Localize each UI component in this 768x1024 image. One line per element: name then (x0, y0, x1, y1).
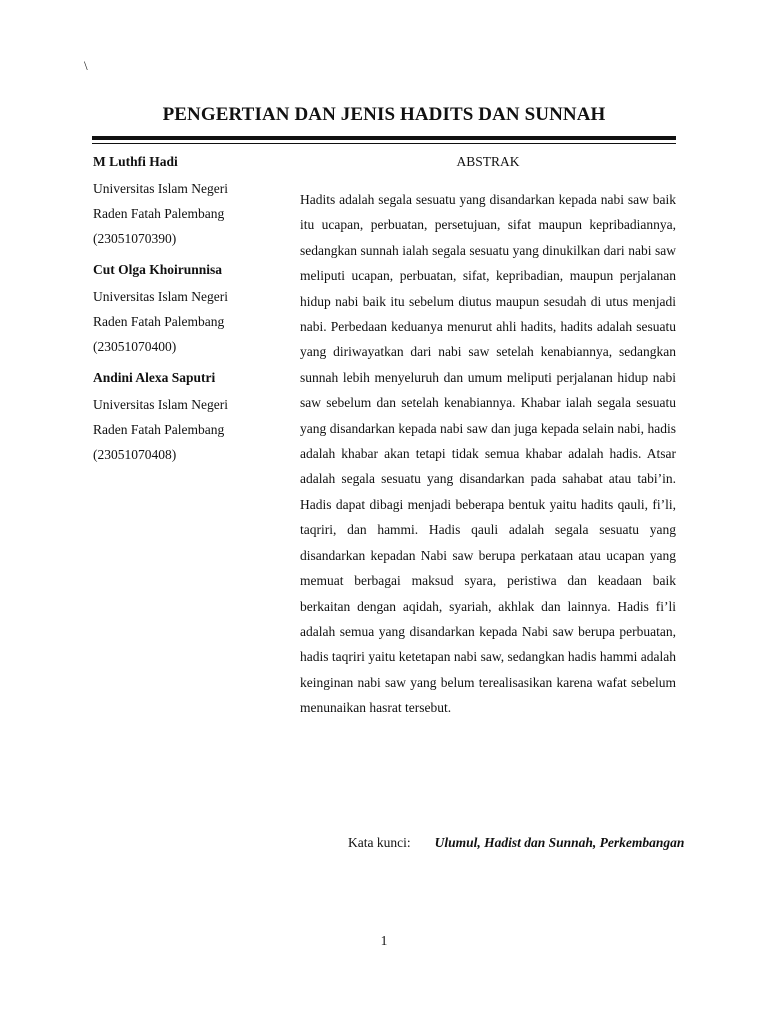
author-name: M Luthfi Hadi (93, 154, 178, 169)
paper-title: PENGERTIAN DAN JENIS HADITS DAN SUNNAH (162, 104, 606, 125)
author-name: Cut Olga Khoirunnisa (93, 262, 223, 277)
keywords-values: Ulumul, Hadist dan Sunnah, Perkembangan (434, 835, 685, 850)
author-block (93, 260, 268, 360)
keywords (348, 834, 685, 852)
title-rule-thick (92, 136, 676, 140)
stray-backslash-mark: \ (84, 58, 88, 73)
author-block (93, 152, 268, 252)
author-affiliation-institution: Raden Fatah Palembang (93, 314, 225, 329)
keywords-label: Kata kunci: (348, 835, 411, 850)
title-rule-thin (92, 143, 676, 144)
author-student-id: (23051070400) (93, 339, 177, 354)
page-number: 1 (380, 933, 388, 948)
author-block (93, 368, 268, 468)
author-student-id: (23051070390) (93, 231, 177, 246)
abstract-body: Hadits adalah segala sesuatu yang disandarkan kepada nabi saw baik itu ucapan, perbuatan, persetujuan, sifat maupun kepribadiannya, sedangkan sunnah ialah segala sesuatu yang dinukilkan dari nabi saw meliputi ucapan, perbuatan, sifat, kepribadian, maupun perjalanan hidup nabi baik itu sebelum diutus maupun sesudah di utus menjadi nabi. Perbedaan keduanya menurut ahli hadits, hadits adalah sesuatu yang diriwayatkan dari nabi saw setelah kenabiannya, sedangkan sunnah lebih menyeluruh dan umum meliputi perjalanan hidup nabi saw sebelum dan setelah kenabiannya. Khabar ialah segala sesuatu yang disandarkan kepada nabi saw dan juga kepada selain nabi, hadis adalah khabar akan tetapi tidak semua khabar adalah hadis. Atsar adalah segala sesuatu yang disandarkan pada sahabat atau tabi’in. Hadis dapat dibagi menjadi beberapa bentuk yaitu hadits qauli, fi’li, taqriri, dan hammi. Hadis qauli adalah segala sesuatu yang disandarkan kepadan Nabi saw berupa perkataan atau ucapan yang memuat berbagai maksud syara, peristiwa dan keadaan baik berkaitan dengan aqidah, syariah, akhlak dan lainnya. Hadis fi’li adalah semua yang disandarkan kepada Nabi saw berupa perbuatan, hadis taqriri yaitu ketetapan nabi saw, sedangkan hadis hammi adalah keinginan nabi saw yang belum terealisasikan karena wafat sebelum menunaikan hasrat tersebut. (300, 192, 676, 716)
author-name: Andini Alexa Saputri (93, 370, 216, 385)
abstract-heading: ABSTRAK (456, 154, 520, 169)
author-affiliation-institution: Raden Fatah Palembang (93, 206, 225, 221)
author-affiliation-institution: Raden Fatah Palembang (93, 422, 225, 437)
author-list (93, 152, 268, 476)
author-affiliation-university: Universitas Islam Negeri (93, 181, 228, 196)
author-affiliation-university: Universitas Islam Negeri (93, 397, 228, 412)
author-affiliation-university: Universitas Islam Negeri (93, 289, 228, 304)
author-student-id: (23051070408) (93, 447, 177, 462)
